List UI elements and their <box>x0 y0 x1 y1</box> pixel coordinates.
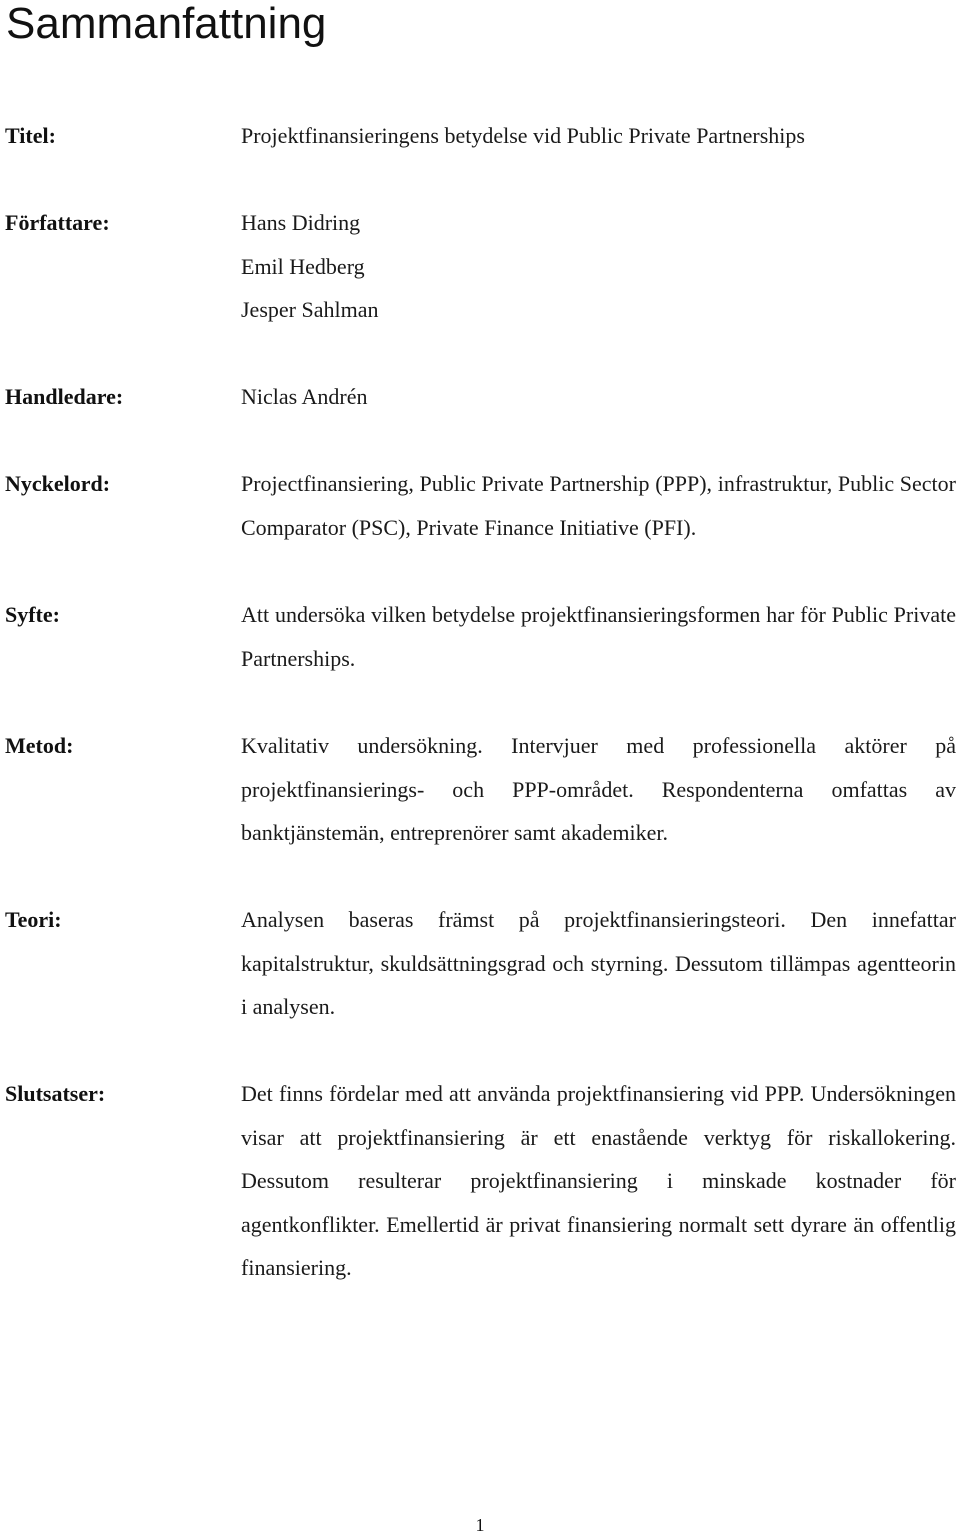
value-titel: Projektfinansieringens betydelse vid Public Private Partnerships <box>241 123 805 148</box>
label-teori: Teori: <box>5 907 62 932</box>
author-name: Hans Didring <box>241 210 361 235</box>
page-number: 1 <box>475 1515 485 1535</box>
author-name: Emil Hedberg <box>241 253 365 279</box>
label-handledare: Handledare: <box>5 384 124 409</box>
label-nyckelord: Nyckelord: <box>5 471 111 496</box>
label-slutsatser: Slutsatser: <box>5 1081 106 1106</box>
label-syfte: Syfte: <box>5 602 60 627</box>
value-slutsatser: Det finns fördelar med att använda projektfinansiering vid PPP. Undersökningen visar att projektfinansiering är ett enastående verktyg för riskallokering. Dessutom resulterar projektfinansiering i minskade kostnader för agentkonflikter. Emellertid är privat finansiering normalt sett dyrare än offentlig finansiering. <box>241 1081 956 1280</box>
value-teori: Analysen baseras främst på projektfinansieringsteori. Den innefattar kapitalstruktur, skuldsättningsgrad och styrning. Dessutom tillämpas agentteorin i analysen. <box>241 907 956 1019</box>
page-title: Sammanfattning <box>6 0 327 48</box>
label-titel: Titel: <box>5 123 56 148</box>
label-forfattare: Författare: <box>5 210 110 235</box>
value-handledare: Niclas Andrén <box>241 384 368 409</box>
value-metod: Kvalitativ undersökning. Intervjuer med professionella aktörer på projektfinansierings- och PPP-området. Respondenterna omfattas av banktjänstemän, entreprenörer samt akademiker. <box>241 733 956 845</box>
value-nyckelord: Projectfinansiering, Public Private Partnership (PPP), infrastruktur, Public Sector Comparator (PSC), Private Finance Initiative (PFI). <box>241 471 956 540</box>
label-metod: Metod: <box>5 733 74 758</box>
author-name: Jesper Sahlman <box>241 297 379 322</box>
value-syfte: Att undersöka vilken betydelse projektfinansieringsformen har för Public Private Partnerships. <box>241 602 956 671</box>
